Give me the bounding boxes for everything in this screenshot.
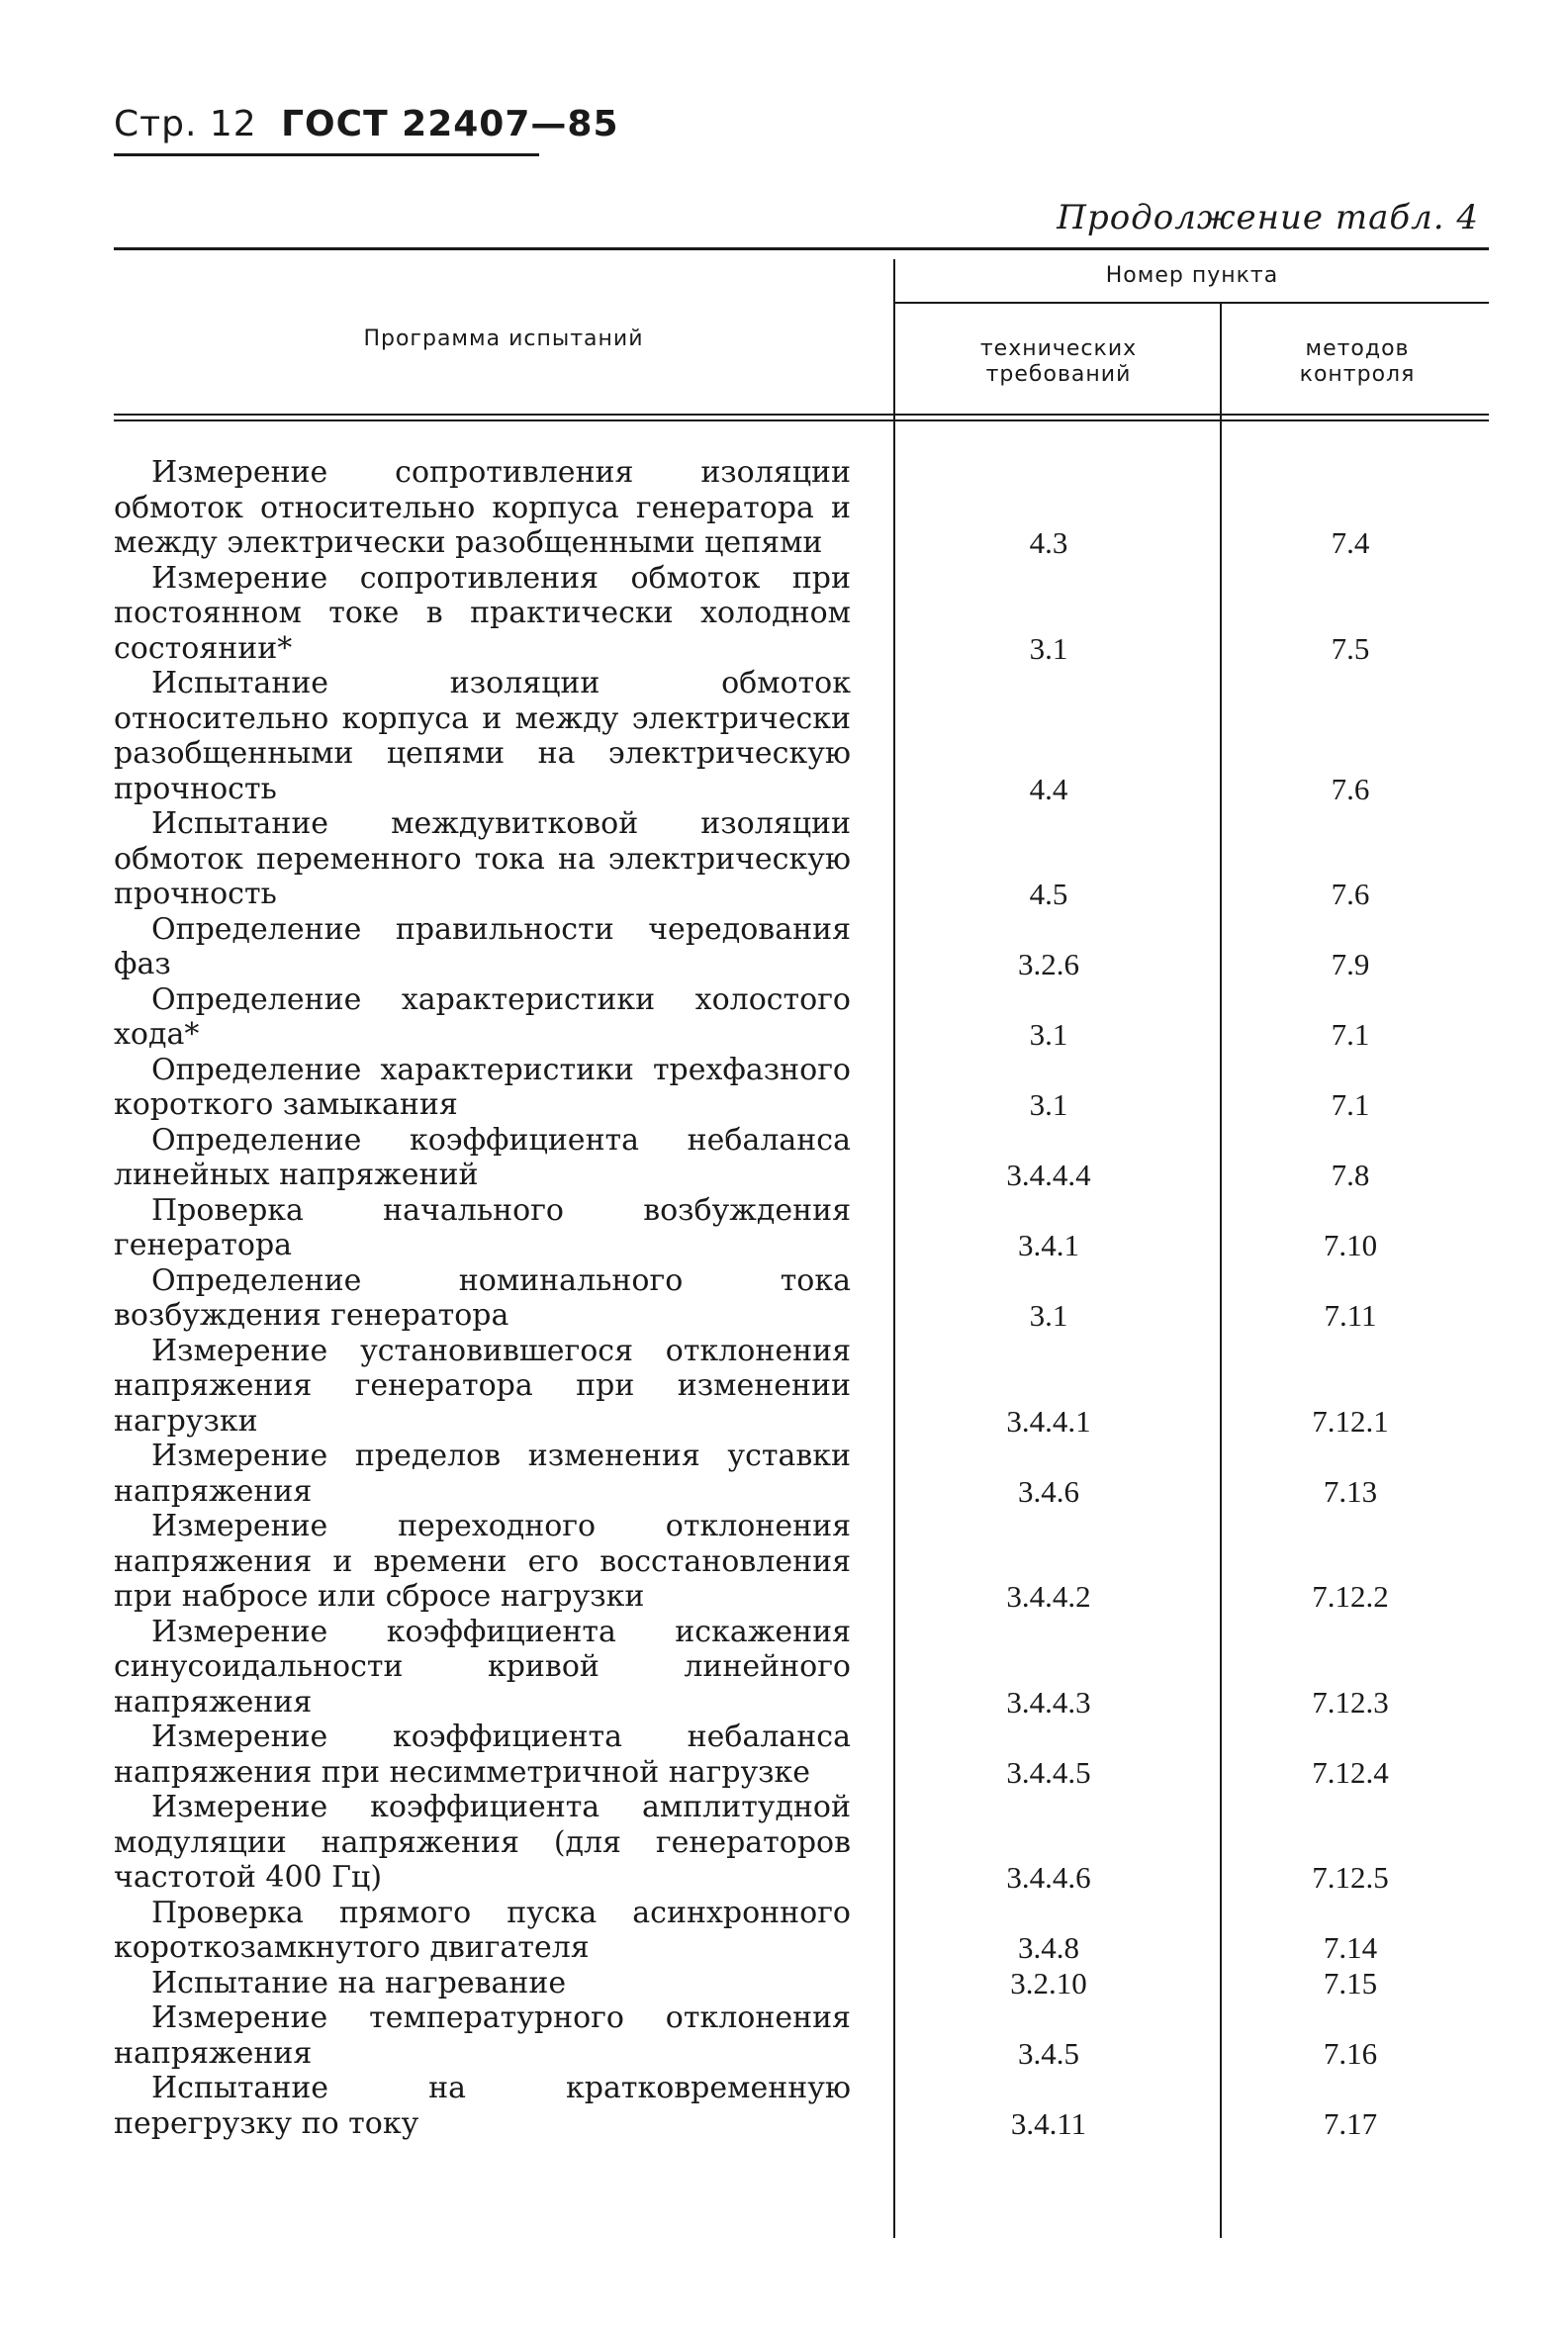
test-description: Измерение коэффициента амплитудной модуляции напряжения (для генераторов частотой 400 Гц) bbox=[114, 1790, 851, 1895]
technical-requirement-item: 3.1 bbox=[1029, 1298, 1068, 1333]
technical-requirement-item: 3.4.11 bbox=[1010, 2105, 1087, 2141]
standard-number: ГОСТ 22407—85 bbox=[281, 104, 619, 144]
control-method-item: 7.11 bbox=[1324, 1298, 1377, 1333]
test-description: Испытание на кратковременную перегрузку по току bbox=[114, 2071, 851, 2141]
technical-requirement-item: 3.4.4.3 bbox=[1006, 1684, 1091, 1720]
header-bottom-rule-1 bbox=[114, 414, 1489, 416]
page-number: Стр. 12 bbox=[114, 104, 257, 144]
control-method-item: 7.12.3 bbox=[1312, 1684, 1389, 1720]
technical-requirement-item: 3.2.6 bbox=[1018, 947, 1079, 981]
test-description: Измерение переходного отклонения напряжения и времени его восстановления при набросе или сбросе нагрузки bbox=[114, 1509, 851, 1614]
test-description: Измерение сопротивления изоляции обмоток относительно корпуса генератора и между электрически разобщенными цепями bbox=[114, 455, 851, 560]
control-method-item: 7.12.4 bbox=[1312, 1754, 1389, 1790]
control-method-item: 7.6 bbox=[1331, 877, 1370, 911]
test-description: Определение номинального тока возбуждения генератора bbox=[114, 1262, 851, 1333]
table-row bbox=[114, 561, 1489, 667]
table-top-rule bbox=[114, 247, 1489, 250]
table-row bbox=[114, 1439, 1489, 1509]
header-underline bbox=[114, 153, 539, 156]
control-method-item: 7.17 bbox=[1323, 2105, 1378, 2141]
table-row bbox=[114, 1263, 1489, 1334]
test-description: Определение правильности чередования фаз bbox=[114, 911, 851, 981]
control-method-item: 7.9 bbox=[1331, 947, 1370, 981]
technical-requirement-item: 4.4 bbox=[1029, 771, 1068, 806]
test-description: Измерение установившегося отклонения напряжения генератора при изменении нагрузки bbox=[114, 1333, 851, 1439]
control-method-item: 7.14 bbox=[1323, 1930, 1378, 1965]
table-row bbox=[114, 1509, 1489, 1615]
technical-requirement-item: 3.1 bbox=[1029, 1087, 1068, 1122]
test-description: Проверка прямого пуска асинхронного короткозамкнутого двигателя bbox=[114, 1895, 851, 1965]
table-row bbox=[114, 1896, 1489, 1966]
table-row bbox=[114, 1053, 1489, 1123]
technical-requirement-item: 3.2.10 bbox=[1010, 1965, 1087, 2000]
technical-requirement-item: 3.1 bbox=[1029, 630, 1068, 666]
table-row bbox=[114, 1720, 1489, 1790]
test-description: Измерение коэффициента небаланса напряжения при несимметричной нагрузке bbox=[114, 1720, 851, 1790]
test-description: Проверка начального возбуждения генератора bbox=[114, 1192, 851, 1262]
table-row bbox=[114, 806, 1489, 912]
control-method-item: 7.13 bbox=[1323, 1473, 1378, 1509]
control-method-item: 7.12.5 bbox=[1312, 1860, 1389, 1895]
table-row bbox=[114, 2071, 1489, 2141]
technical-requirement-item: 3.1 bbox=[1029, 1017, 1068, 1052]
table-continuation-label: Продолжение табл. 4 bbox=[1057, 198, 1479, 237]
test-description: Определение характеристики холостого хода* bbox=[114, 981, 851, 1052]
technical-requirement-item: 4.3 bbox=[1029, 525, 1068, 560]
control-method-item: 7.6 bbox=[1331, 771, 1370, 806]
table-body bbox=[114, 455, 1489, 2141]
technical-requirement-item: 3.4.4.2 bbox=[1006, 1579, 1091, 1614]
technical-requirement-item: 3.4.6 bbox=[1018, 1473, 1079, 1509]
test-description: Испытание на нагревание bbox=[151, 1965, 567, 2000]
table-row bbox=[114, 2000, 1489, 2071]
table-row bbox=[114, 912, 1489, 982]
control-method-item: 7.1 bbox=[1331, 1017, 1370, 1052]
table-row bbox=[114, 1615, 1489, 1720]
technical-requirement-item: 3.4.4.6 bbox=[1006, 1860, 1091, 1895]
table-row bbox=[114, 1123, 1489, 1193]
group-header-rule bbox=[895, 302, 1489, 304]
technical-requirement-item: 3.4.5 bbox=[1018, 2035, 1079, 2071]
header-control-methods: методов контроля bbox=[1299, 336, 1416, 387]
header-program: Программа испытаний bbox=[363, 326, 644, 351]
technical-requirement-item: 4.5 bbox=[1029, 877, 1068, 911]
test-description: Испытание междувитковой изоляции обмоток переменного тока на электрическую прочность bbox=[114, 806, 851, 911]
technical-requirement-item: 3.4.4.4 bbox=[1006, 1158, 1091, 1192]
technical-requirement-item: 3.4.8 bbox=[1018, 1930, 1079, 1965]
test-description: Испытание изоляции обмоток относительно корпуса и между электрически разобщенными цепями на электрическую прочность bbox=[114, 666, 851, 806]
control-method-item: 7.4 bbox=[1331, 525, 1370, 560]
control-method-item: 7.10 bbox=[1323, 1228, 1378, 1262]
table-row bbox=[114, 1193, 1489, 1263]
control-method-item: 7.16 bbox=[1323, 2035, 1378, 2071]
control-method-item: 7.12.1 bbox=[1312, 1403, 1389, 1439]
header-technical-requirements: технических требований bbox=[979, 336, 1138, 387]
control-method-item: 7.8 bbox=[1331, 1158, 1370, 1192]
control-method-item: 7.12.2 bbox=[1312, 1579, 1389, 1614]
test-description: Определение коэффициента небаланса линейных напряжений bbox=[114, 1122, 851, 1192]
technical-requirement-item: 3.4.1 bbox=[1018, 1228, 1079, 1262]
test-description: Измерение коэффициента искажения синусоидальности кривой линейного напряжения bbox=[114, 1614, 851, 1720]
header-bottom-rule-2 bbox=[114, 419, 1489, 421]
control-method-item: 7.1 bbox=[1331, 1087, 1370, 1122]
table-row bbox=[114, 1790, 1489, 1896]
technical-requirement-item: 3.4.4.1 bbox=[1006, 1403, 1091, 1439]
table-row bbox=[114, 1966, 1489, 2001]
table-row bbox=[114, 455, 1489, 561]
table-row bbox=[114, 982, 1489, 1053]
test-description: Определение характеристики трехфазного короткого замыкания bbox=[114, 1052, 851, 1122]
control-method-item: 7.15 bbox=[1323, 1965, 1378, 2000]
test-description: Измерение пределов изменения уставки напряжения bbox=[114, 1439, 851, 1509]
table-row bbox=[114, 666, 1489, 806]
control-method-item: 7.5 bbox=[1331, 630, 1370, 666]
test-description: Измерение сопротивления обмоток при постоянном токе в практически холодном состоянии* bbox=[114, 560, 851, 666]
technical-requirement-item: 3.4.4.5 bbox=[1006, 1754, 1091, 1790]
page-header bbox=[114, 104, 619, 144]
test-description: Измерение температурного отклонения напряжения bbox=[114, 2000, 851, 2071]
header-item-number: Номер пункта bbox=[1105, 263, 1279, 288]
table-row bbox=[114, 1334, 1489, 1440]
